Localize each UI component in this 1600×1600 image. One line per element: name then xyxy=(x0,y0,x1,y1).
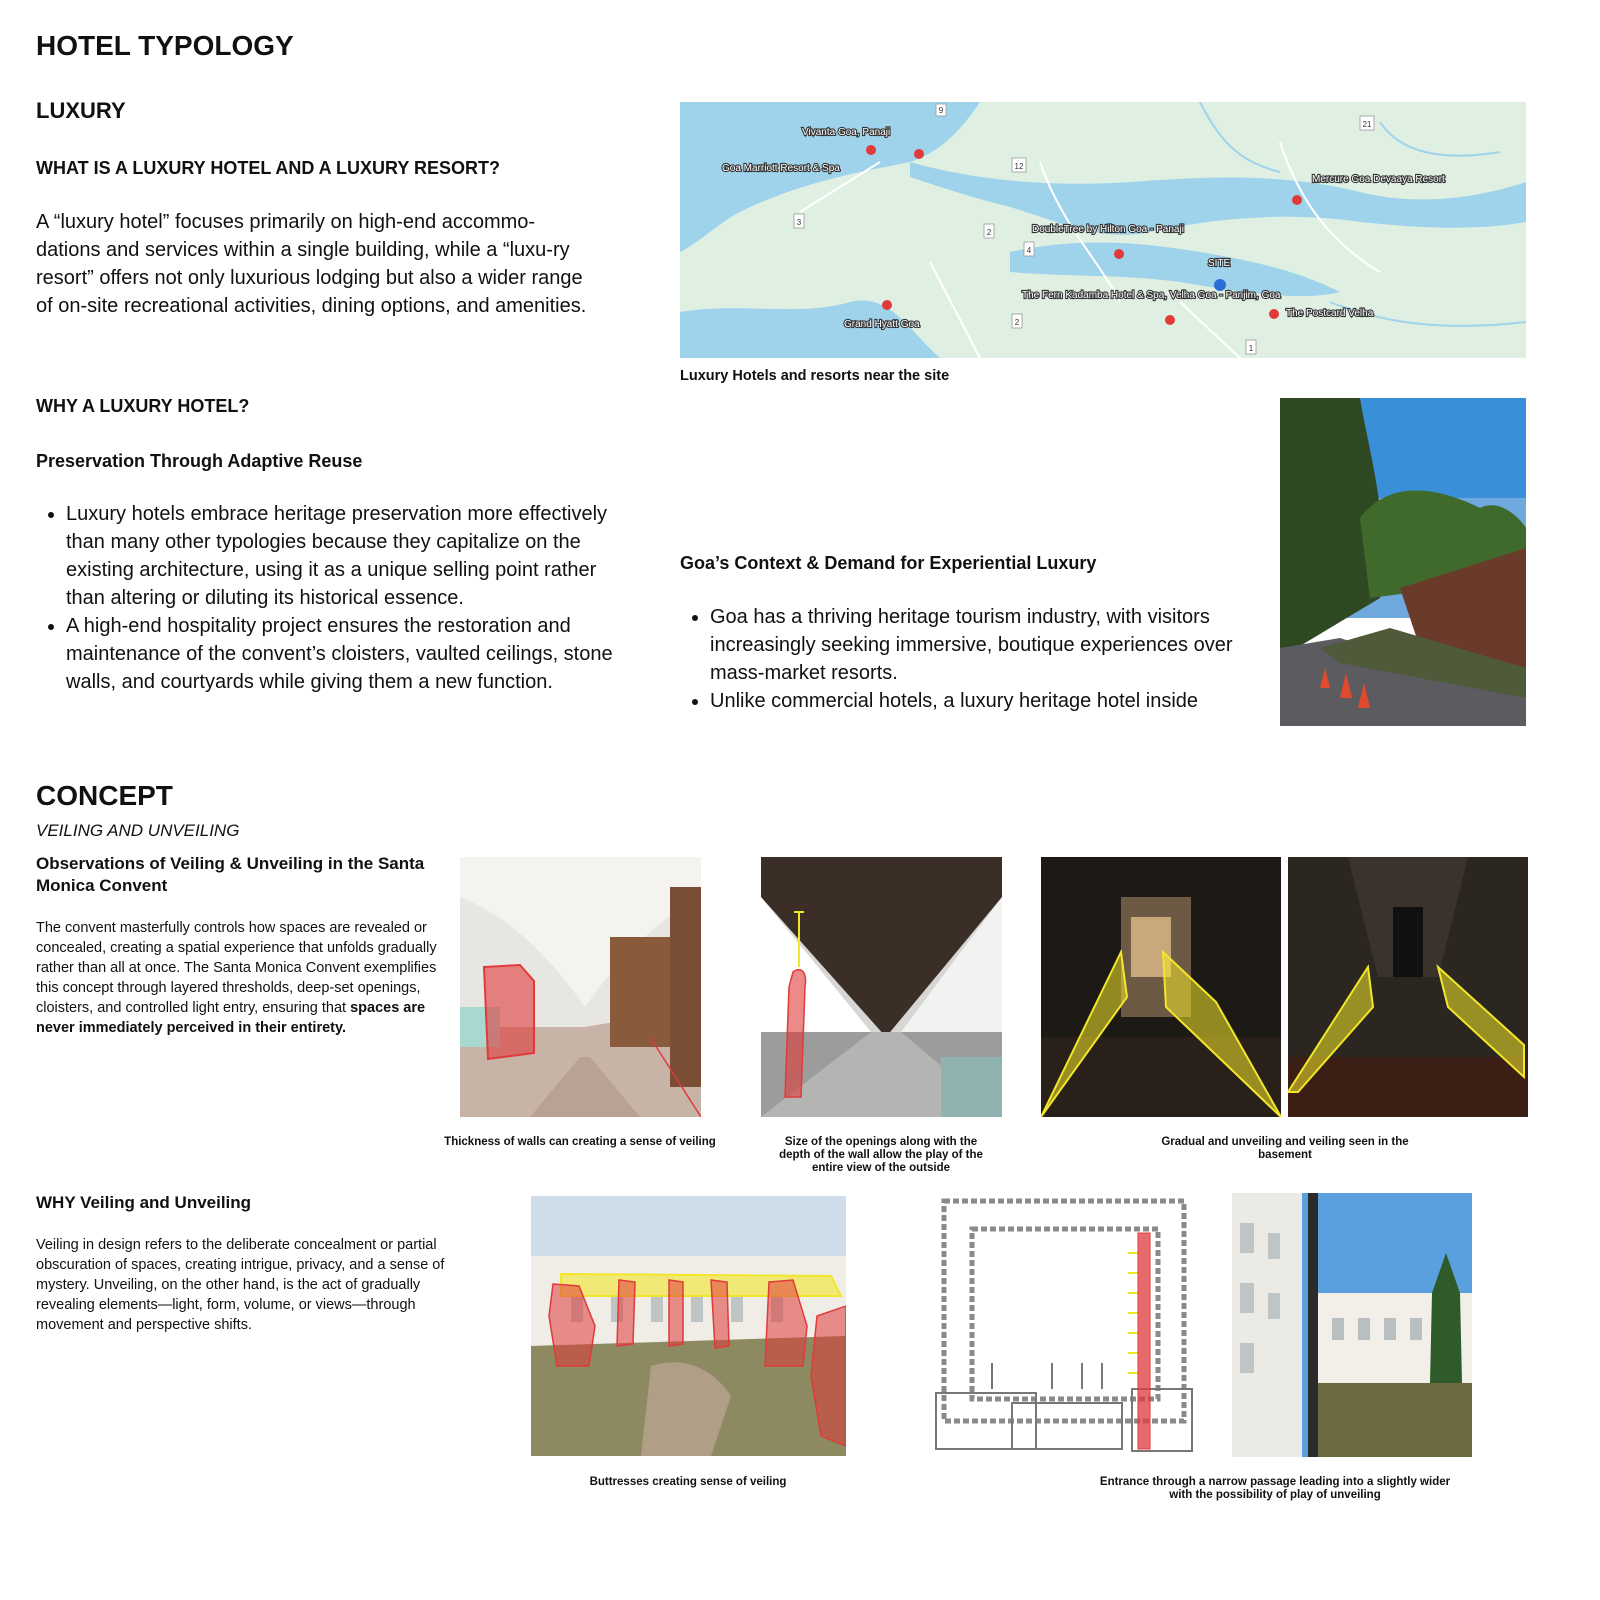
svg-text:12: 12 xyxy=(1014,162,1024,171)
map-label-marriott: Goa Marriott Resort & Spa xyxy=(722,163,840,174)
basement-photo-2 xyxy=(1288,857,1528,1117)
list-item: • A high-end hospitality project ensures the restoration and maintenance of the convent’s cloisters, vaulted ceilings, stone walls, and courtyards while giving them a new function. xyxy=(66,612,626,696)
caption-basement: Gradual and unveiling and veiling seen in the basement xyxy=(1161,1136,1409,1161)
corridor-openings-photo xyxy=(761,857,1002,1117)
list-item: • Unlike commercial hotels, a luxury heritage hotel inside xyxy=(710,687,1270,715)
map-label-mercure: Mercure Goa Devaaya Resort xyxy=(1312,174,1445,185)
caption-walls: Thickness of walls can creating a sense of veiling xyxy=(444,1136,716,1148)
map-caption: Luxury Hotels and resorts near the site xyxy=(680,368,950,384)
map-label-fern: The Fern Kadamba Hotel & Spa, Velha Goa - Panjim, Goa xyxy=(1022,290,1281,301)
buttresses-photo xyxy=(531,1196,846,1456)
why-veiling-text: Veiling in design refers to the deliberate concealment or partial obscuration of spaces, creating intrigue, privacy, and a sense of mystery. Unveiling, on the other hand, is the act of gradually revealing elements—light, form, volume, or views—through movement and perspective shifts. xyxy=(36,1237,445,1333)
svg-text:1: 1 xyxy=(1248,344,1254,353)
corridor-walls-photo xyxy=(460,857,701,1117)
caption-openings: Size of the openings along with the depth of the wall allow the play of the entire view of the outside xyxy=(779,1136,983,1174)
luxury-bullet-list xyxy=(36,500,626,696)
map-label-site: SITE xyxy=(1208,258,1231,269)
svg-text:3: 3 xyxy=(796,218,802,227)
question-heading-what: WHAT IS A LUXURY HOTEL AND A LUXURY RESORT? xyxy=(36,158,501,178)
map-label-hyatt: Grand Hyatt Goa xyxy=(844,319,920,330)
observations-emphasis: spaces are never immediately perceived in their entirety. xyxy=(36,1000,426,1036)
hotels-map xyxy=(680,102,1526,358)
map-label-vivanta: Vivanta Goa, Panaji xyxy=(802,127,891,138)
caption-buttresses: Buttresses creating sense of veiling xyxy=(589,1476,787,1488)
caption-entrance: Entrance through a narrow passage leading into a slightly wider with the possibility of play of unveiling xyxy=(1099,1476,1451,1501)
concept-subtitle: VEILING AND UNVEILING xyxy=(36,821,240,840)
subheading-adaptive-reuse: Preservation Through Adaptive Reuse xyxy=(36,451,363,471)
section-heading-luxury: LUXURY xyxy=(36,98,126,123)
map-label-postcard: The Postcard Velha xyxy=(1286,308,1374,319)
convent-plan-drawing xyxy=(932,1193,1218,1457)
observations-heading: Observations of Veiling & Unveiling in the Santa Monica Convent xyxy=(36,854,425,895)
goa-bullet-list xyxy=(680,603,1270,715)
courtyard-photo xyxy=(1232,1193,1472,1457)
concept-heading: CONCEPT xyxy=(36,780,173,811)
why-veiling-heading: WHY Veiling and Unveiling xyxy=(36,1193,252,1212)
observations-text: The convent masterfully controls how spaces are revealed or concealed, creating a spatial experience that unfolds gradually rather than all at once. The Santa Monica Convent exemplifies this concept through layered thresholds, deep-set openings, cloisters, and controlled light entry, ensuring that spaces are never immediately perceived in their entirety. xyxy=(36,920,437,1036)
map-label-doubletree: DoubleTree by Hilton Goa - Panaji xyxy=(1032,224,1184,235)
basement-photo-1 xyxy=(1041,857,1281,1117)
svg-text:2: 2 xyxy=(1014,318,1020,327)
page-title: HOTEL TYPOLOGY xyxy=(36,30,294,61)
svg-text:4: 4 xyxy=(1026,246,1032,255)
svg-text:9: 9 xyxy=(938,106,944,115)
goa-context-heading: Goa’s Context & Demand for Experiential Luxury xyxy=(680,553,1097,573)
question-heading-why: WHY A LUXURY HOTEL? xyxy=(36,396,250,416)
map-graphic xyxy=(680,102,1526,358)
svg-text:2: 2 xyxy=(986,228,992,237)
list-item: • Luxury hotels embrace heritage preservation more effectively than many other typologies because they capitalize on the existing architecture, using it as a unique selling point rather than altering or diluting its historical essence. xyxy=(66,500,626,612)
list-item: • Goa has a thriving heritage tourism industry, with visitors increasingly seeking immersive, boutique experiences over mass-market resorts. xyxy=(710,603,1270,687)
svg-text:21: 21 xyxy=(1362,120,1372,129)
street-photo xyxy=(1280,398,1526,726)
luxury-definition-text: A “luxury hotel” focuses primarily on high-end accommo-dations and services within a single building, while a “luxu-ry resort” offers not only luxurious lodging but also a wider range of on-site recreational activities, dining options, and amenities. xyxy=(36,211,587,317)
